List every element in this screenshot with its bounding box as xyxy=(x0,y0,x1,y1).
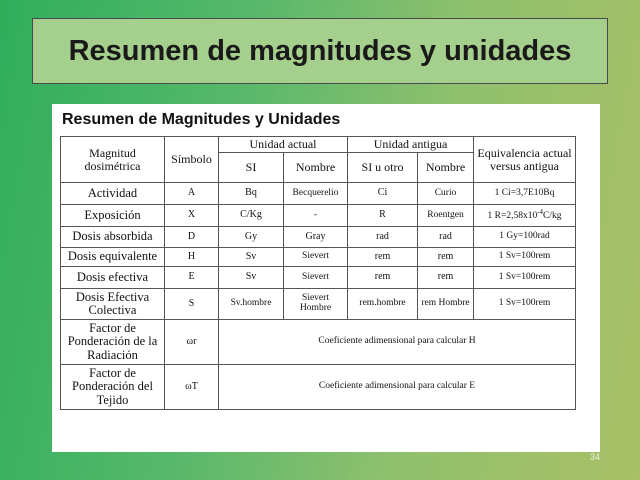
row-nombre: Sievert xyxy=(284,267,348,289)
row-magnitud: Actividad xyxy=(61,183,165,205)
table-row xyxy=(61,267,576,289)
row-simbolo: A xyxy=(165,183,219,205)
row-nombre: Gray xyxy=(284,227,348,248)
row-si: Gy xyxy=(219,227,284,248)
page-number: 34 xyxy=(590,452,601,462)
header-magnitud: Magnitud dosimétrica xyxy=(61,137,165,183)
row-equivalencia: 1 Sv=100rem xyxy=(474,267,576,289)
row-magnitud: Factor de Ponderación del Tejido xyxy=(61,365,165,410)
header-nombre-antigua: Nombre xyxy=(418,153,474,183)
table-row xyxy=(61,320,576,365)
row-equivalencia: 1 Gy=100rad xyxy=(474,227,576,248)
row-si: Bq xyxy=(219,183,284,205)
table-row xyxy=(61,248,576,267)
row-si: Sv xyxy=(219,248,284,267)
row-nombre: - xyxy=(284,205,348,227)
row-si: C/Kg xyxy=(219,205,284,227)
row-magnitud: Dosis absorbida xyxy=(61,227,165,248)
row-nombre-antigua: Roentgen xyxy=(418,205,474,227)
row-si: Sv xyxy=(219,267,284,289)
row-simbolo: X xyxy=(165,205,219,227)
table-row xyxy=(61,365,576,410)
summary-panel xyxy=(52,104,600,452)
table-row xyxy=(61,183,576,205)
slide-title-box xyxy=(32,18,608,84)
row-simbolo: S xyxy=(165,289,219,320)
row-si-otro: rem.hombre xyxy=(348,289,418,320)
row-merged-description: Coeficiente adimensional para calcular E xyxy=(219,365,576,410)
table-row xyxy=(61,205,576,227)
row-magnitud: Dosis equivalente xyxy=(61,248,165,267)
row-simbolo: ωr xyxy=(165,320,219,365)
row-magnitud: Dosis Efectiva Colectiva xyxy=(61,289,165,320)
row-si-otro: rad xyxy=(348,227,418,248)
header-simbolo: Símbolo xyxy=(165,137,219,183)
row-simbolo: H xyxy=(165,248,219,267)
row-nombre-antigua: rem xyxy=(418,248,474,267)
row-si: Sv.hombre xyxy=(219,289,284,320)
header-equivalencia: Equivalencia actual versus antigua xyxy=(474,137,576,183)
row-merged-description: Coeficiente adimensional para calcular H xyxy=(219,320,576,365)
row-nombre-antigua: rem Hombre xyxy=(418,289,474,320)
header-si: SI xyxy=(219,153,284,183)
table-row xyxy=(61,227,576,248)
row-equivalencia xyxy=(474,205,576,227)
row-si-otro: rem xyxy=(348,267,418,289)
row-nombre: Sievert xyxy=(284,248,348,267)
row-equivalencia: 1 Ci=3,7E10Bq xyxy=(474,183,576,205)
row-nombre-antigua: Curio xyxy=(418,183,474,205)
header-unidad-antigua: Unidad antigua xyxy=(348,137,474,153)
row-equivalencia: 1 Sv=100rem xyxy=(474,289,576,320)
row-si-otro: rem xyxy=(348,248,418,267)
row-magnitud: Dosis efectiva xyxy=(61,267,165,289)
equiv-unit: C/kg xyxy=(543,211,562,222)
row-equivalencia: 1 Sv=100rem xyxy=(474,248,576,267)
equiv-base: 1 R=2,58x10 xyxy=(487,211,538,222)
table-row xyxy=(61,289,576,320)
panel-heading: Resumen de Magnitudes y Unidades xyxy=(62,111,341,128)
row-nombre-antigua: rad xyxy=(418,227,474,248)
header-nombre-actual: Nombre xyxy=(284,153,348,183)
equiv-exponent: -4 xyxy=(537,207,544,216)
row-magnitud: Factor de Ponderación de la Radiación xyxy=(61,320,165,365)
header-si-u-otro: SI u otro xyxy=(348,153,418,183)
row-simbolo: E xyxy=(165,267,219,289)
row-magnitud: Exposición xyxy=(61,205,165,227)
slide-title: Resumen de magnitudes y unidades xyxy=(68,34,572,67)
row-nombre: Becquerelio xyxy=(284,183,348,205)
row-si-otro: R xyxy=(348,205,418,227)
header-unidad-actual: Unidad actual xyxy=(219,137,348,153)
row-si-otro: Ci xyxy=(348,183,418,205)
row-simbolo: ωT xyxy=(165,365,219,410)
summary-table xyxy=(60,136,576,410)
row-nombre: Sievert Hombre xyxy=(284,289,348,320)
row-simbolo: D xyxy=(165,227,219,248)
row-nombre-antigua: rem xyxy=(418,267,474,289)
